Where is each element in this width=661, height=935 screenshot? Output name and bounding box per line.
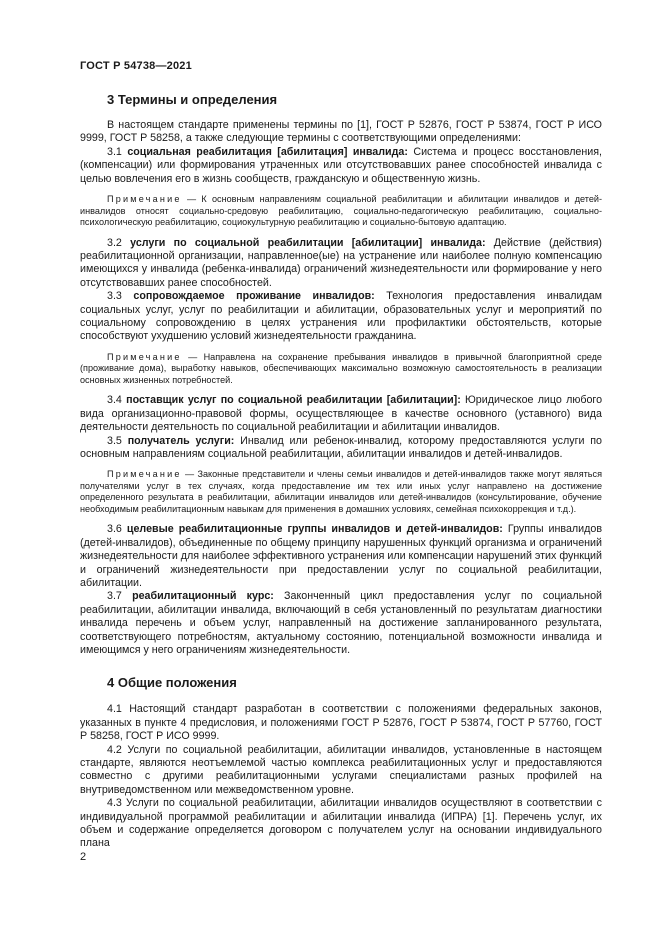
term-3-4-definition: Юридическое лицо любого вида организационно-правовой формы, осуществляющее в качестве основного (уставного) вида деятельности деятельность по социальной реабилитации и абилитации инвалидов. — [80, 394, 603, 434]
section-4-heading: 4 Общие положения — [107, 675, 237, 691]
term-3-5-number: 3.5 — [107, 434, 128, 447]
note-2-label: Примечание — [107, 351, 182, 362]
term-3-7-number: 3.7 — [107, 590, 133, 603]
term-3-2-definition: Действие (действия) реабилитационной организации, направленное(ые) на устранение или наиболее полную компенсацию имеющихся у инвалида (ребенка-инвалида) ограничений жизнедеятельности или формирование у него отсутствовавших ранее способностей. — [80, 236, 602, 289]
term-3-3-definition: Технология предоставления инвалидам социальных услуг, услуг по реабилитации и абилитации, образовательных услуг и мероприятий по социальному сопровождению в целях устранения или профилактики обстоятельств, которые способствуют ухудшению условий жизнедеятельности гражданина. — [80, 290, 602, 343]
term-3-2-number: 3.2 — [107, 236, 131, 249]
term-3-6-number: 3.6 — [107, 523, 127, 536]
term-3-5-title: получатель услуги: — [127, 434, 235, 447]
term-3-6-definition: Группы инвалидов (детей-инвалидов), объединенные по общему принципу нарушенных функций организма и ограничений жизнедеятельности для наиболее эффективного устранения или компенсации нарушений этих функций и ограничений жизнедеятельности при предоставлении услуг по социальной реабилитации, абилитации. — [80, 523, 602, 589]
note-1 — [80, 194, 602, 229]
page-content — [80, 92, 602, 851]
term-3-4-number: 3.4 — [107, 394, 127, 407]
term-3-1 — [80, 146, 602, 186]
note-1-text: — К основным направлениям социальной реабилитации и абилитации инвалидов и детей-инвалидов относят социально-средовую реабилитацию, социально-педагогическую реабилитацию, социально-психологическую реабилитацию, социокультурную реабилитацию и социально-бытовую адаптацию. — [80, 194, 602, 228]
term-3-2 — [80, 237, 602, 291]
note-2-text: — Направлена на сохранение пребывания инвалидов в привычной благоприятной среде (проживание дома), выработку навыков, обеспечивающих максимально возможную самостоятельность в реализации основных жизненных потребностей. — [80, 351, 602, 385]
term-3-1-number: 3.1 — [107, 145, 128, 158]
page-number: 2 — [80, 851, 87, 863]
term-3-4 — [80, 394, 602, 434]
term-3-5-definition: Инвалид или ребенок-инвалид, которому предоставляются услуги по основным направлениям социальной реабилитации, абилитации инвалидов и детей-инвалидов. — [80, 434, 603, 460]
term-3-6-title: целевые реабилитационные группы инвалидов и детей-инвалидов: — [126, 523, 503, 536]
term-3-5 — [80, 435, 602, 462]
term-3-3-title: сопровождаемое проживание инвалидов: — [133, 290, 375, 303]
term-3-1-definition: Система и процесс восстановления, (компенсации) или формирования утраченных или отсутствовавших ранее способностей инвалида с целью вовлечения его в жизнь сообществ, гражданскую и общественную жизнь. — [80, 145, 603, 185]
section-3-heading: 3 Термины и определения — [107, 92, 278, 107]
term-3-7-title: реабилитационный курс: — [132, 590, 274, 603]
paragraph-4-3: 4.3 Услуги по социальной реабилитации, абилитации инвалидов осуществляют в соответствии с индивидуальной программой реабилитации и абилитации инвалида (ИПРА) [1]. Перечень услуг, их объем и содержание определяется договором с получателем услуг на основании индивидуального плана — [80, 797, 602, 850]
section-3-intro: В настоящем стандарте применены термины по [1], ГОСТ Р 52876, ГОСТ Р 53874, ГОСТ Р ИСО 9999, ГОСТ Р 58258, а также следующие термины с соответствующими определениями: — [80, 119, 602, 145]
term-3-4-title: поставщик услуг по социальной реабилитации [абилитации]: — [126, 394, 461, 407]
note-2 — [80, 352, 602, 387]
note-3 — [80, 469, 602, 515]
term-3-3-number: 3.3 — [107, 290, 134, 303]
note-3-text: — Законные представители и члены семьи инвалидов и детей-инвалидов также могут являться получателями услуг в тех случаях, когда предоставление им тех или иных услуг направлено на достижение определенного результата в реабилитации, абилитации инвалидов или детей-инвалидов (консультирование, обучение необходимым реабилитационным навыкам для применения в домашних условиях, семейная психокоррекция и т.д.). — [80, 469, 602, 514]
term-3-2-title: услуги по социальной реабилитации [абилитации] инвалида: — [130, 236, 486, 249]
term-3-7-definition: Законченный цикл предоставления услуг по социальной реабилитации, абилитации инвалида, включающий в себя установленный по результатам диагностики инвалида перечень и объем услуг, направленный на достижение запланированного результата, соответствующего потребностям, актуальному состоянию, потенциальной возможности инвалида и имеющимся у него ограничениям жизнедеятельности. — [80, 590, 602, 656]
note-3-label: Примечание — [107, 469, 182, 480]
term-3-7 — [80, 590, 602, 657]
term-3-3 — [80, 290, 602, 344]
note-1-label: Примечание — [107, 194, 182, 205]
paragraph-4-1: 4.1 Настоящий стандарт разработан в соответствии с положениями федеральных законов, указанных в пункте 4 предисловия, и положениями ГОСТ Р 52876, ГОСТ Р 53874, ГОСТ Р 57760, ГОСТ Р 58258, ГОСТ Р ИСО 9999. — [80, 703, 602, 743]
paragraph-4-2: 4.2 Услуги по социальной реабилитации, абилитации инвалидов, установленные в настоящем стандарте, являются неотъемлемой частью комплекса реабилитационных услуг и предоставляются совместно с другими реабилитационными услугами специалистами разных профилей на внутриведомственном или межведомственном уровне. — [80, 743, 602, 796]
term-3-1-title: социальная реабилитация [абилитация] инвалида: — [127, 145, 408, 158]
document-header: ГОСТ Р 54738—2021 — [80, 60, 192, 72]
term-3-6 — [80, 523, 602, 590]
